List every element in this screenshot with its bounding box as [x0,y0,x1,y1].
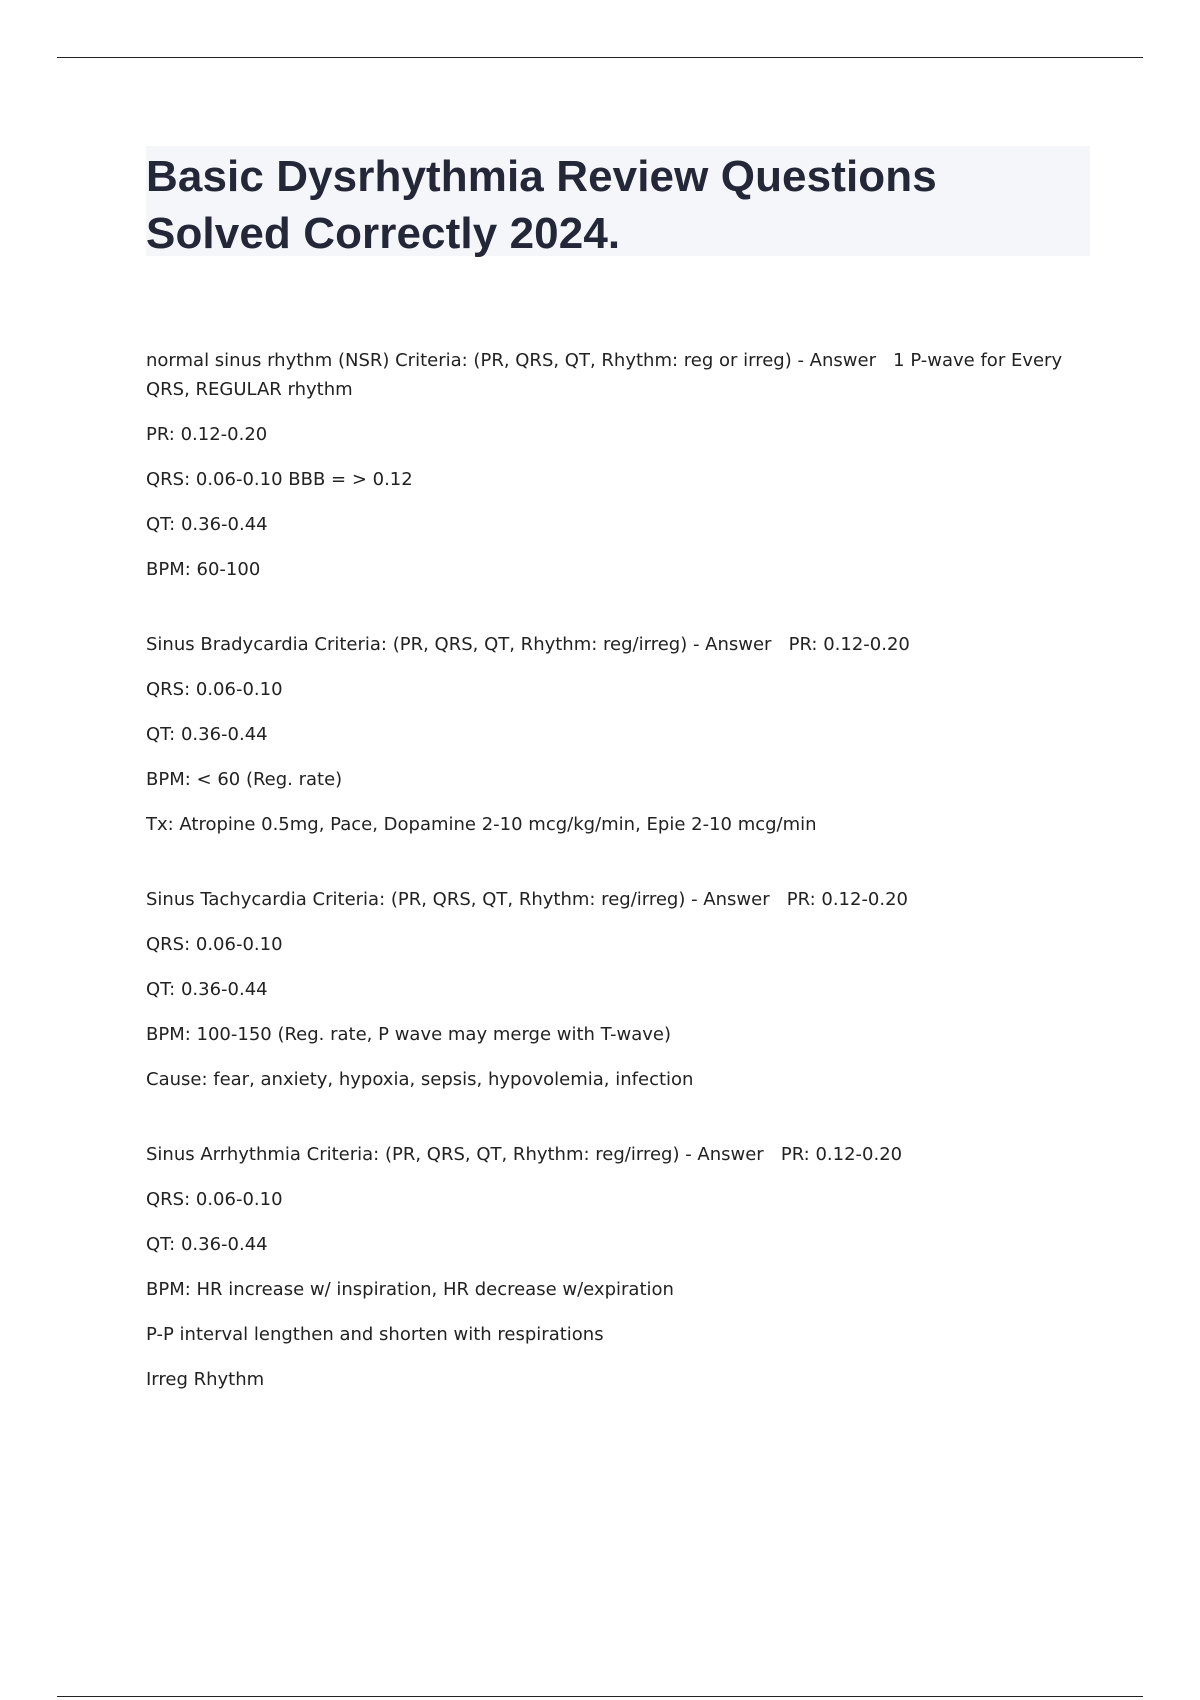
title-block [146,146,1090,256]
answer-line: QRS: 0.06-0.10 [146,679,283,700]
question-line: normal sinus rhythm (NSR) Criteria: (PR, QRS, QT, Rhythm: reg or irreg) - Answer 1 P-wave for Every QRS, REGULAR rhythm [146,350,1068,400]
answer-line: PR: 0.12-0.20 [146,424,268,445]
bottom-rule [57,1696,1143,1697]
answer-line: P-P interval lengthen and shorten with respirations [146,1324,604,1345]
answer-line: BPM: < 60 (Reg. rate) [146,769,343,790]
answer-line: QRS: 0.06-0.10 [146,934,283,955]
question-line: Sinus Arrhythmia Criteria: (PR, QRS, QT, Rhythm: reg/irreg) - Answer PR: 0.12-0.20 [146,1144,903,1165]
answer-line: QRS: 0.06-0.10 BBB = > 0.12 [146,469,413,490]
answer-line: QT: 0.36-0.44 [146,514,268,535]
answer-line: Irreg Rhythm [146,1369,265,1390]
top-rule [57,57,1143,58]
document-body [146,346,1076,1440]
answer-line: BPM: 60-100 [146,559,261,580]
qa-section-sinus-tachycardia [146,885,1076,1094]
qa-section-nsr [146,346,1076,584]
answer-line: QT: 0.36-0.44 [146,724,268,745]
qa-section-sinus-bradycardia [146,630,1076,839]
question-line: Sinus Tachycardia Criteria: (PR, QRS, QT, Rhythm: reg/irreg) - Answer PR: 0.12-0.20 [146,889,909,910]
answer-line: Tx: Atropine 0.5mg, Pace, Dopamine 2-10 mcg/kg/min, Epie 2-10 mcg/min [146,814,817,835]
answer-line: Cause: fear, anxiety, hypoxia, sepsis, hypovolemia, infection [146,1069,694,1090]
question-line: Sinus Bradycardia Criteria: (PR, QRS, QT, Rhythm: reg/irreg) - Answer PR: 0.12-0.20 [146,634,910,655]
answer-line: QT: 0.36-0.44 [146,979,268,1000]
answer-line: BPM: HR increase w/ inspiration, HR decrease w/expiration [146,1279,674,1300]
document-title: Basic Dysrhythmia Review Questions Solved Correctly 2024. [146,152,937,258]
qa-section-sinus-arrhythmia [146,1140,1076,1394]
answer-line: QRS: 0.06-0.10 [146,1189,283,1210]
answer-line: QT: 0.36-0.44 [146,1234,268,1255]
answer-line: BPM: 100-150 (Reg. rate, P wave may merge with T-wave) [146,1024,671,1045]
